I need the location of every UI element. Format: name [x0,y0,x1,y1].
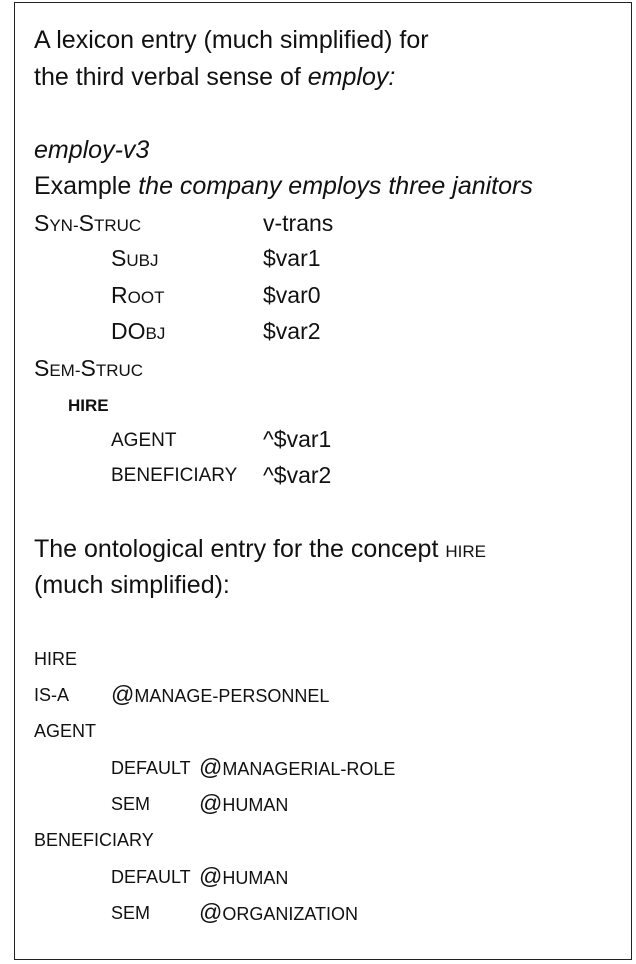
entry-example: Example the company employs three janitors [34,172,533,200]
entry-id: employ-v3 [34,136,150,164]
syn-struc-value: v-trans [263,210,334,236]
isa-label: IS-A [34,685,70,705]
root-value: $var0 [263,282,321,308]
agent-value: ^$var1 [263,426,332,452]
agent-sem-value: @HUMAN [199,790,289,816]
intro-term: employ: [307,63,396,91]
ont-beneficiary-label: BENEFICIARY [34,830,154,850]
sem-concept: HIRE [68,396,109,415]
agent-default-value: @MANAGERIAL-ROLE [199,754,396,780]
isa-value: @MANAGE-PERSONNEL [111,681,330,707]
ontology-intro-line-1: The ontological entry for the concept HIRE [34,535,486,563]
ben-sem-label: SEM [111,903,151,923]
ontology-concept: HIRE [34,649,78,669]
ben-default-value: @HUMAN [199,863,289,889]
ben-sem-value: @ORGANIZATION [199,899,359,925]
syn-struc-label: SYN-STRUC [34,210,142,236]
beneficiary-label: BENEFICIARY [111,465,238,486]
dobj-value: $var2 [263,318,321,344]
beneficiary-value: ^$var2 [263,462,332,488]
sem-struc-label: SEM-STRUC [34,355,144,381]
ontology-intro-concept: HIRE [445,542,486,561]
ben-default-label: DEFAULT [111,867,191,887]
dobj-label: DOBJ [111,318,166,344]
ont-agent-label: AGENT [34,721,97,741]
agent-default-label: DEFAULT [111,758,191,778]
intro-line-1: A lexicon entry (much simplified) for [34,26,429,54]
agent-label: AGENT [111,430,177,451]
intro-line-2: the third verbal sense of employ: [34,63,396,91]
subj-label: SUBJ [111,245,159,271]
subj-value: $var1 [263,245,321,271]
ontology-intro-line-2: (much simplified): [34,571,230,599]
example-text: the company employs three janitors [138,172,533,200]
agent-sem-label: SEM [111,794,151,814]
root-label: ROOT [111,282,165,308]
